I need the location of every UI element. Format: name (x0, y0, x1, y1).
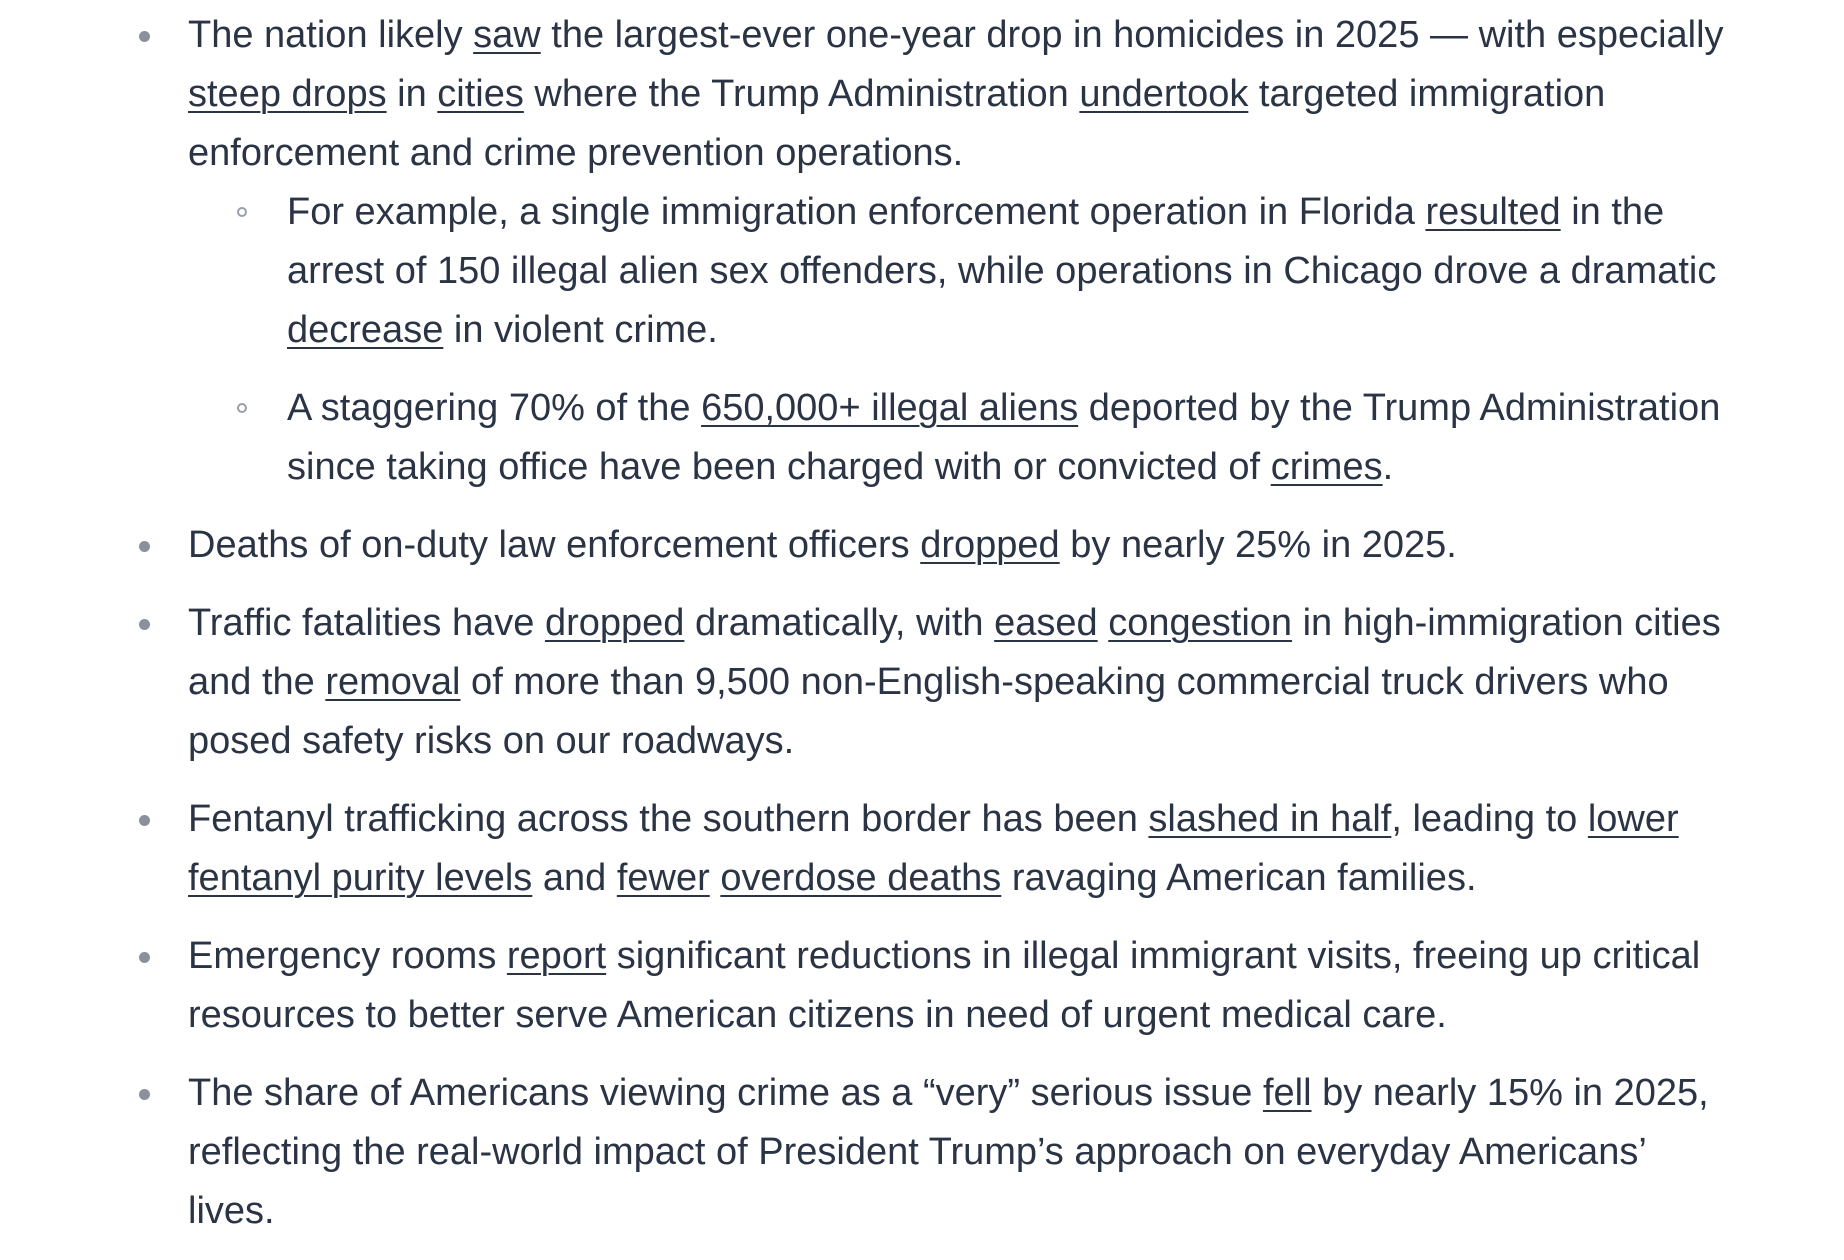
text-segment (710, 857, 721, 899)
text-segment: significant reductions in illegal immigrant visits, freeing up critical resources to better serve American citizens in need of urgent medical care. (188, 935, 1701, 1036)
inline-link[interactable]: steep drops (188, 73, 387, 115)
inline-link[interactable]: report (506, 935, 607, 977)
text-segment: where the Trump Administration (523, 73, 1080, 115)
inline-link[interactable]: removal (325, 661, 461, 703)
sub-bullet-text (287, 379, 1728, 497)
text-segment: Traffic fatalities have (188, 602, 545, 644)
bullet-dot-icon (139, 815, 150, 826)
bullet-dot-icon (139, 31, 150, 42)
bullet-item (188, 594, 1728, 771)
sub-bullet-list (188, 183, 1728, 497)
text-segment: A staggering 70% of the (287, 387, 702, 429)
text-segment: targeted immigration enforcement and crime prevention operations. (188, 73, 1606, 174)
bullet-item (188, 927, 1728, 1045)
inline-link[interactable]: resulted (1425, 191, 1561, 233)
text-segment: and (532, 857, 617, 899)
bullet-dot-icon (139, 541, 150, 552)
bullet-item (188, 1064, 1728, 1241)
text-segment: of more than 9,500 non-English-speaking commercial truck drivers who posed safety risks on our roadways. (188, 661, 1669, 762)
inline-link[interactable]: overdose deaths (720, 857, 1002, 899)
text-segment: . (1382, 446, 1394, 488)
inline-link[interactable]: undertook (1079, 73, 1249, 115)
sub-bullet-text (287, 183, 1728, 360)
inline-link[interactable]: 650,000+ illegal aliens (701, 387, 1079, 429)
bullet-item (188, 516, 1728, 575)
inline-link[interactable]: decrease (287, 309, 444, 351)
bullet-text (188, 790, 1728, 908)
bullet-text (188, 6, 1728, 183)
inline-link[interactable]: dropped (920, 524, 1060, 566)
inline-link[interactable]: saw (473, 14, 541, 56)
text-segment: ravaging American families. (1001, 857, 1477, 899)
sub-bullet-item (287, 183, 1728, 360)
text-segment: dramatically, with (684, 602, 995, 644)
inline-link[interactable]: dropped (544, 602, 685, 644)
text-segment: by nearly 15% in 2025, reflecting the real-world impact of President Trump’s approach on everyday Americans’ lives. (188, 1072, 1709, 1232)
text-segment: in the arrest of 150 illegal alien sex offenders, while operations in Chicago drove a dramatic (287, 191, 1717, 292)
inline-link[interactable]: fell (1262, 1072, 1312, 1114)
bullet-text (188, 927, 1728, 1045)
inline-link[interactable]: lower fentanyl purity levels (188, 798, 1679, 899)
inline-link[interactable]: fewer (616, 857, 710, 899)
text-segment: , leading to (1391, 798, 1588, 840)
inline-link[interactable]: crimes (1270, 446, 1383, 488)
circle-bullet-icon (237, 403, 247, 413)
text-segment: Deaths of on-duty law enforcement officers (188, 524, 921, 566)
circle-bullet-icon (237, 207, 247, 217)
article-content (0, 6, 1844, 1260)
text-segment: Emergency rooms (188, 935, 507, 977)
sub-bullet-item (287, 379, 1728, 497)
text-segment: in violent crime. (443, 309, 718, 351)
text-segment (1098, 602, 1109, 644)
bullet-dot-icon (139, 619, 150, 630)
bullet-dot-icon (139, 1089, 150, 1100)
text-segment: in (386, 73, 438, 115)
inline-link[interactable]: congestion (1108, 602, 1293, 644)
text-segment: The nation likely (188, 14, 474, 56)
text-segment: deported by the Trump Administration since taking office have been charged with or convicted of (287, 387, 1721, 488)
inline-link[interactable]: eased (994, 602, 1098, 644)
bullet-text (188, 1064, 1728, 1241)
text-segment: For example, a single immigration enforcement operation in Florida (287, 191, 1426, 233)
text-segment: in high-immigration cities and the (188, 602, 1721, 703)
text-segment: the largest-ever one-year drop in homicides in 2025 — with especially (540, 14, 1724, 56)
bullet-item (188, 6, 1728, 497)
bullet-text (188, 516, 1728, 575)
inline-link[interactable]: slashed in half (1148, 798, 1392, 840)
text-segment: The share of Americans viewing crime as a “very” serious issue (188, 1072, 1263, 1114)
bullet-dot-icon (139, 952, 150, 963)
bullet-item (188, 790, 1728, 908)
bullet-list (0, 6, 1728, 1241)
text-segment: Fentanyl trafficking across the southern border has been (188, 798, 1149, 840)
inline-link[interactable]: cities (437, 73, 524, 115)
text-segment: by nearly 25% in 2025. (1059, 524, 1457, 566)
bullet-text (188, 594, 1728, 771)
